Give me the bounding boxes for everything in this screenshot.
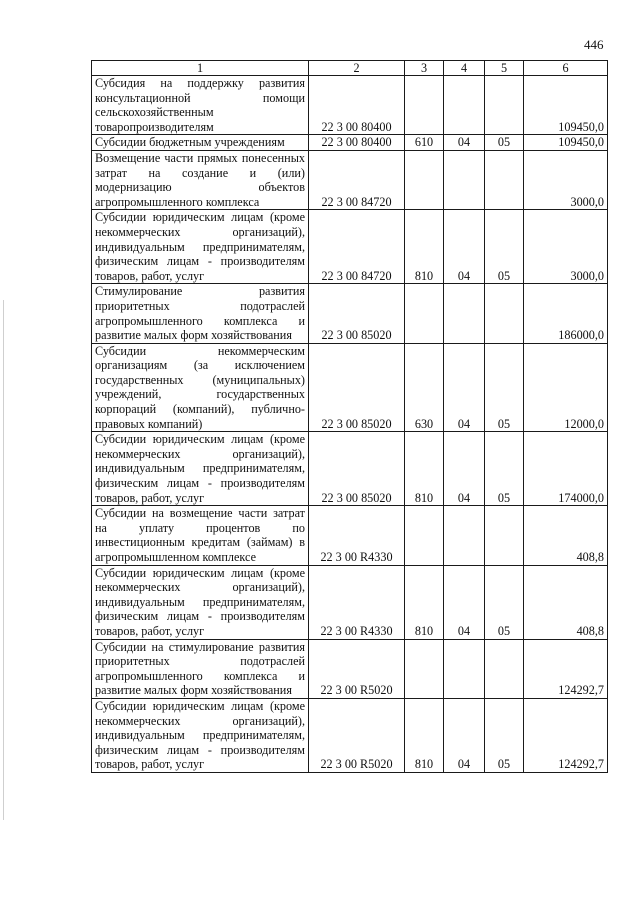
budget-table [91, 60, 608, 773]
row-col3-cell: 810 [405, 565, 444, 639]
row-amount-cell: 3000,0 [524, 210, 608, 284]
row-code-cell: 22 3 00 84720 [309, 150, 405, 209]
row-amount-cell: 174000,0 [524, 432, 608, 506]
row-col3-cell: 630 [405, 343, 444, 432]
row-col5-cell [485, 150, 524, 209]
column-header: 2 [309, 61, 405, 76]
row-amount-cell: 408,8 [524, 565, 608, 639]
row-code-cell: 22 3 00 80400 [309, 135, 405, 151]
row-col3-cell: 610 [405, 135, 444, 151]
row-col5-cell: 05 [485, 565, 524, 639]
row-col5-cell: 05 [485, 343, 524, 432]
row-col5-cell: 05 [485, 432, 524, 506]
row-col4-cell [444, 506, 485, 565]
row-amount-cell: 109450,0 [524, 76, 608, 135]
row-name-cell: Субсидии юридическим лицам (кроме некоммерческих организаций), индивидуальным предпринимателям, физическим лицам - производителям товаров, работ, услуг [92, 432, 309, 506]
column-header: 1 [92, 61, 309, 76]
table-row [92, 150, 608, 209]
table-row [92, 76, 608, 135]
row-col4-cell: 04 [444, 210, 485, 284]
row-col4-cell: 04 [444, 698, 485, 772]
row-col4-cell [444, 639, 485, 698]
row-name-cell: Субсидии юридическим лицам (кроме некоммерческих организаций), индивидуальным предпринимателям, физическим лицам - производителям товаров, работ, услуг [92, 698, 309, 772]
row-col5-cell [485, 76, 524, 135]
row-col4-cell [444, 284, 485, 343]
row-col4-cell [444, 150, 485, 209]
row-col5-cell [485, 506, 524, 565]
page-number: 446 [584, 37, 604, 52]
row-col4-cell: 04 [444, 343, 485, 432]
table-row [92, 639, 608, 698]
row-amount-cell: 186000,0 [524, 284, 608, 343]
column-header: 4 [444, 61, 485, 76]
row-code-cell: 22 3 00 R4330 [309, 506, 405, 565]
column-header: 5 [485, 61, 524, 76]
table-row [92, 565, 608, 639]
row-name-cell: Возмещение части прямых понесенных затрат на создание и (или) модернизацию объектов агропромышленного комплекса [92, 150, 309, 209]
row-col5-cell: 05 [485, 210, 524, 284]
row-name-cell: Субсидии бюджетным учреждениям [92, 135, 309, 151]
row-amount-cell: 124292,7 [524, 639, 608, 698]
row-code-cell: 22 3 00 80400 [309, 76, 405, 135]
row-name-cell: Субсидии на стимулирование развития приоритетных подотраслей агропромышленного комплекса и развитие малых форм хозяйствования [92, 639, 309, 698]
row-name-cell: Субсидия на поддержку развития консультационной помощи сельскохозяйственным товаропроизводителям [92, 76, 309, 135]
row-code-cell: 22 3 00 85020 [309, 432, 405, 506]
row-col3-cell: 810 [405, 698, 444, 772]
row-amount-cell: 3000,0 [524, 150, 608, 209]
row-code-cell: 22 3 00 85020 [309, 284, 405, 343]
row-code-cell: 22 3 00 R5020 [309, 698, 405, 772]
column-header: 3 [405, 61, 444, 76]
row-col4-cell: 04 [444, 135, 485, 151]
table-row [92, 698, 608, 772]
row-amount-cell: 12000,0 [524, 343, 608, 432]
table-row [92, 210, 608, 284]
row-col4-cell: 04 [444, 432, 485, 506]
row-col3-cell: 810 [405, 432, 444, 506]
row-code-cell: 22 3 00 R5020 [309, 639, 405, 698]
row-code-cell: 22 3 00 84720 [309, 210, 405, 284]
row-col3-cell [405, 284, 444, 343]
row-name-cell: Субсидии некоммерческим организациям (за исключением государственных (муниципальных) учреждений, государственных корпораций (компаний), публично-правовых компаний) [92, 343, 309, 432]
table-row [92, 135, 608, 151]
row-name-cell: Субсидии юридическим лицам (кроме некоммерческих организаций), индивидуальным предпринимателям, физическим лицам - производителям товаров, работ, услуг [92, 210, 309, 284]
table-row [92, 284, 608, 343]
row-col5-cell: 05 [485, 698, 524, 772]
table-row [92, 432, 608, 506]
table-row [92, 343, 608, 432]
row-col3-cell [405, 639, 444, 698]
row-code-cell: 22 3 00 R4330 [309, 565, 405, 639]
row-col4-cell: 04 [444, 565, 485, 639]
scan-edge-mark [3, 300, 4, 820]
row-amount-cell: 109450,0 [524, 135, 608, 151]
row-name-cell: Субсидии на возмещение части затрат на уплату процентов по инвестиционным кредитам (займам) в агропромышленном комплексе [92, 506, 309, 565]
table-row [92, 506, 608, 565]
row-col3-cell [405, 150, 444, 209]
row-col3-cell [405, 76, 444, 135]
column-header: 6 [524, 61, 608, 76]
row-name-cell: Стимулирование развития приоритетных подотраслей агропромышленного комплекса и развитие малых форм хозяйствования [92, 284, 309, 343]
row-amount-cell: 408,8 [524, 506, 608, 565]
row-amount-cell: 124292,7 [524, 698, 608, 772]
table-body [92, 76, 608, 773]
row-col4-cell [444, 76, 485, 135]
row-col5-cell [485, 284, 524, 343]
table-header-row [92, 61, 608, 76]
row-col5-cell: 05 [485, 135, 524, 151]
row-col3-cell [405, 506, 444, 565]
row-name-cell: Субсидии юридическим лицам (кроме некоммерческих организаций), индивидуальным предпринимателям, физическим лицам - производителям товаров, работ, услуг [92, 565, 309, 639]
row-col5-cell [485, 639, 524, 698]
row-col3-cell: 810 [405, 210, 444, 284]
row-code-cell: 22 3 00 85020 [309, 343, 405, 432]
